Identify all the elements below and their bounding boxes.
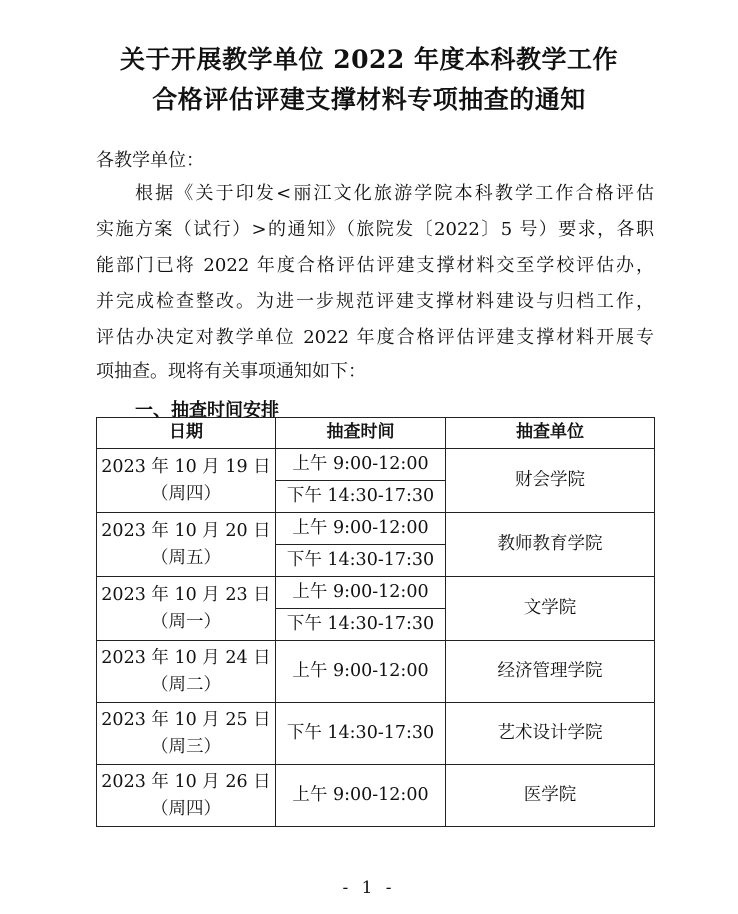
weekday-text: （周四） (151, 798, 221, 819)
notice-title-line1: 关于开展教学单位 2022 年度本科教学工作 (120, 45, 618, 74)
unit-cell: 文学院 (446, 577, 655, 641)
table-row (97, 641, 655, 703)
date-cell (97, 513, 276, 577)
date-cell (97, 765, 276, 827)
time-cell: 上午 9:00-12:00 (276, 765, 446, 827)
time-cell: 下午 14:30-17:30 (276, 481, 446, 513)
date-text: 2023 年 10 月 20 日 (101, 521, 271, 542)
unit-cell: 教师教育学院 (446, 513, 655, 577)
body-line-5: 评估办决定对教学单位 2022 年度合格评估评建支撑材料开展专 (96, 327, 654, 348)
table-row (97, 577, 655, 609)
date-text: 2023 年 10 月 24 日 (101, 648, 271, 669)
time-cell: 下午 14:30-17:30 (276, 609, 446, 641)
table-header-row (97, 418, 655, 449)
time-cell: 上午 9:00-12:00 (276, 449, 446, 481)
section-heading-schedule: 一、抽查时间安排 (135, 400, 279, 421)
weekday-text: （周三） (151, 736, 221, 757)
body-line-6: 项抽查。现将有关事项通知如下： (96, 361, 366, 382)
date-text: 2023 年 10 月 25 日 (101, 710, 271, 731)
salutation: 各教学单位： (96, 150, 204, 171)
table-row (97, 703, 655, 765)
body-line-3: 能部门已将 2022 年度合格评估评建支撑材料交至学校评估办， (96, 255, 654, 276)
date-text: 2023 年 10 月 19 日 (101, 457, 271, 478)
table-row (97, 765, 655, 827)
body-line-1: 根据《关于印发<丽江文化旅游学院本科教学工作合格评估 (135, 183, 654, 204)
header-date: 日期 (97, 418, 276, 449)
date-text: 2023 年 10 月 26 日 (101, 772, 271, 793)
date-cell (97, 449, 276, 513)
unit-cell: 医学院 (446, 765, 655, 827)
time-cell: 下午 14:30-17:30 (276, 545, 446, 577)
header-unit: 抽查单位 (446, 418, 655, 449)
body-line-2: 实施方案（试行）>的通知》（旅院发〔2022〕5 号）要求，各职 (96, 219, 654, 240)
weekday-text: （周五） (151, 547, 221, 568)
page-number: - 1 - (342, 878, 396, 898)
date-cell (97, 577, 276, 641)
unit-cell: 财会学院 (446, 449, 655, 513)
date-cell (97, 703, 276, 765)
time-cell: 上午 9:00-12:00 (276, 577, 446, 609)
notice-title-line2: 合格评估评建支撑材料专项抽查的通知 (152, 85, 586, 114)
weekday-text: （周四） (151, 483, 221, 504)
body-line-4: 并完成检查整改。为进一步规范评建支撑材料建设与归档工作， (96, 291, 654, 312)
date-text: 2023 年 10 月 23 日 (101, 585, 271, 606)
time-cell: 上午 9:00-12:00 (276, 641, 446, 703)
table-row (97, 449, 655, 481)
weekday-text: （周一） (151, 611, 221, 632)
unit-cell: 经济管理学院 (446, 641, 655, 703)
date-cell (97, 641, 276, 703)
time-cell: 上午 9:00-12:00 (276, 513, 446, 545)
header-time: 抽查时间 (276, 418, 446, 449)
time-cell: 下午 14:30-17:30 (276, 703, 446, 765)
table-row (97, 513, 655, 545)
unit-cell: 艺术设计学院 (446, 703, 655, 765)
weekday-text: （周二） (151, 674, 221, 695)
inspection-schedule-table (96, 417, 655, 827)
